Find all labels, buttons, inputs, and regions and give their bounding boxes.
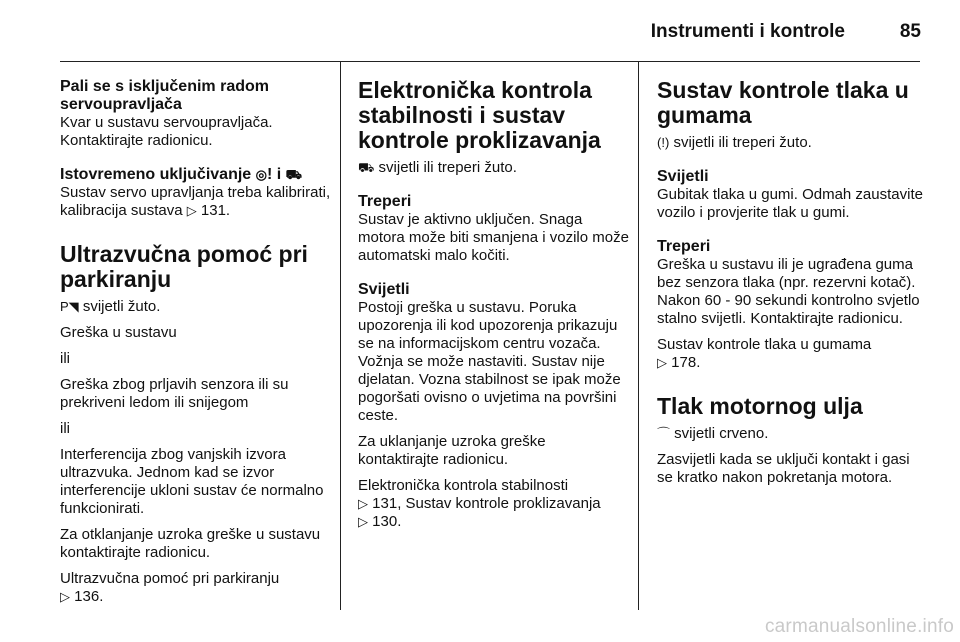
section-title-esc: Elektronička kontrola stabilnosti i sustav kontrole proklizavanja [358,77,601,153]
section-title-tpms: Sustav kontrole tlaka u gumama [657,77,909,128]
paragraph: Za uklanjanje uzroka greške kontaktirajte radionicu. [358,433,546,468]
paragraph: Sustav je aktivno uključen. Snaga motora može biti smanjena i vozilo može automatski malo kočiti. [358,211,629,264]
column-2 [358,78,630,539]
page-header [0,0,960,62]
paragraph: Ultrazvučna pomoć pri parkiranju ▷ 136. [60,570,280,605]
section-title-simultaneous: Istovremeno uključivanje ◎! i ⛟ [60,166,302,183]
paragraph: ili [60,350,70,367]
paragraph: Greška u sustavu ili je ugrađena guma bez senzora tlaka (npr. rezervni kotač). Nakon 60 - 90 sekundi kontrolno svjetlo stalno svijetli. Kontaktirajte radionicu. [657,256,920,327]
paragraph: Zasvijetli kada se uključi kontakt i gasi se kratko nakon pokretanja motora. [657,451,910,486]
subheading-flashing: Treperi [657,238,711,255]
paragraph: P◥ svijetli žuto. [60,298,161,315]
tire-pressure-icon: (!) [657,135,670,150]
paragraph: Sustav servo upravljanja treba kalibrirati, kalibracija sustava ▷ 131. [60,184,331,219]
page-reference-arrow-icon: ▷ [60,589,70,604]
paragraph: ⛟ svijetli ili treperi žuto. [358,159,517,176]
paragraph: Interferencija zbog vanjskih izvora ultrazvuka. Jednom kad se izvor interferencije ukloni sustav će normalno funkcionirati. [60,446,324,517]
paragraph: Za otklanjanje uzroka greške u sustavu kontaktirajte radionicu. [60,526,321,561]
column-1 [60,78,332,614]
page-reference-arrow-icon: ▷ [186,203,197,218]
page-reference-arrow-icon: ▷ [358,514,368,529]
page-number: 85 [899,21,921,42]
subheading-lit: Svijetli [657,168,709,185]
page-reference-arrow-icon: ▷ [358,496,368,511]
paragraph: Gubitak tlaka u gumi. Odmah zaustavite vozilo i provjerite tlak u gumi. [657,186,923,221]
paragraph: Elektronička kontrola stabilnosti ▷ 131, Sustav kontrole proklizavanja ▷ 130. [358,477,601,530]
esc-car-skid-icon: ⛟ [285,167,302,182]
header-title: Instrumenti i kontrole [650,21,845,42]
paragraph: Greška u sustavu [60,324,177,341]
column-3 [657,78,929,495]
section-title-oil-pressure: Tlak motornog ulja [657,393,863,419]
steering-wheel-icon: ◎ [255,167,267,182]
section-title-power-steering: Pali se s isključenim radom servoupravljača [60,78,269,113]
page-reference-arrow-icon: ▷ [657,355,667,370]
paragraph: Greška zbog prljavih senzora ili su prekriveni ledom ili snijegom [60,376,289,411]
column-divider-2 [638,62,639,610]
subheading-flashing: Treperi [358,193,412,210]
paragraph: Postoji greška u sustavu. Poruka upozorenja ili kod upozorenja prikazuju se na informacijskom centru vozača. Vožnja se može nastaviti. Sustav nije djelatan. Vozna stabilnost se ipak može pogoršati ovisno o uvjetima na površini ceste. [358,299,621,424]
section-title-park-assist: Ultrazvučna pomoć pri parkiranju [60,241,308,292]
subheading-lit: Svijetli [358,281,410,298]
paragraph: ⌒ svijetli crveno. [657,425,769,442]
paragraph: Kvar u sustavu servoupravljača. Kontaktirajte radionicu. [60,114,273,149]
paragraph: Sustav kontrole tlaka u gumama ▷ 178. [657,336,872,371]
column-divider-1 [340,62,341,610]
watermark: carmanualsonline.info [764,616,954,637]
oil-can-icon: ⌒ [657,426,671,441]
paragraph: (!) svijetli ili treperi žuto. [657,134,812,151]
header-rule [60,61,920,62]
paragraph: ili [60,420,70,437]
park-assist-icon: P◥ [60,299,79,314]
esc-car-skid-icon: ⛟ [358,160,375,175]
